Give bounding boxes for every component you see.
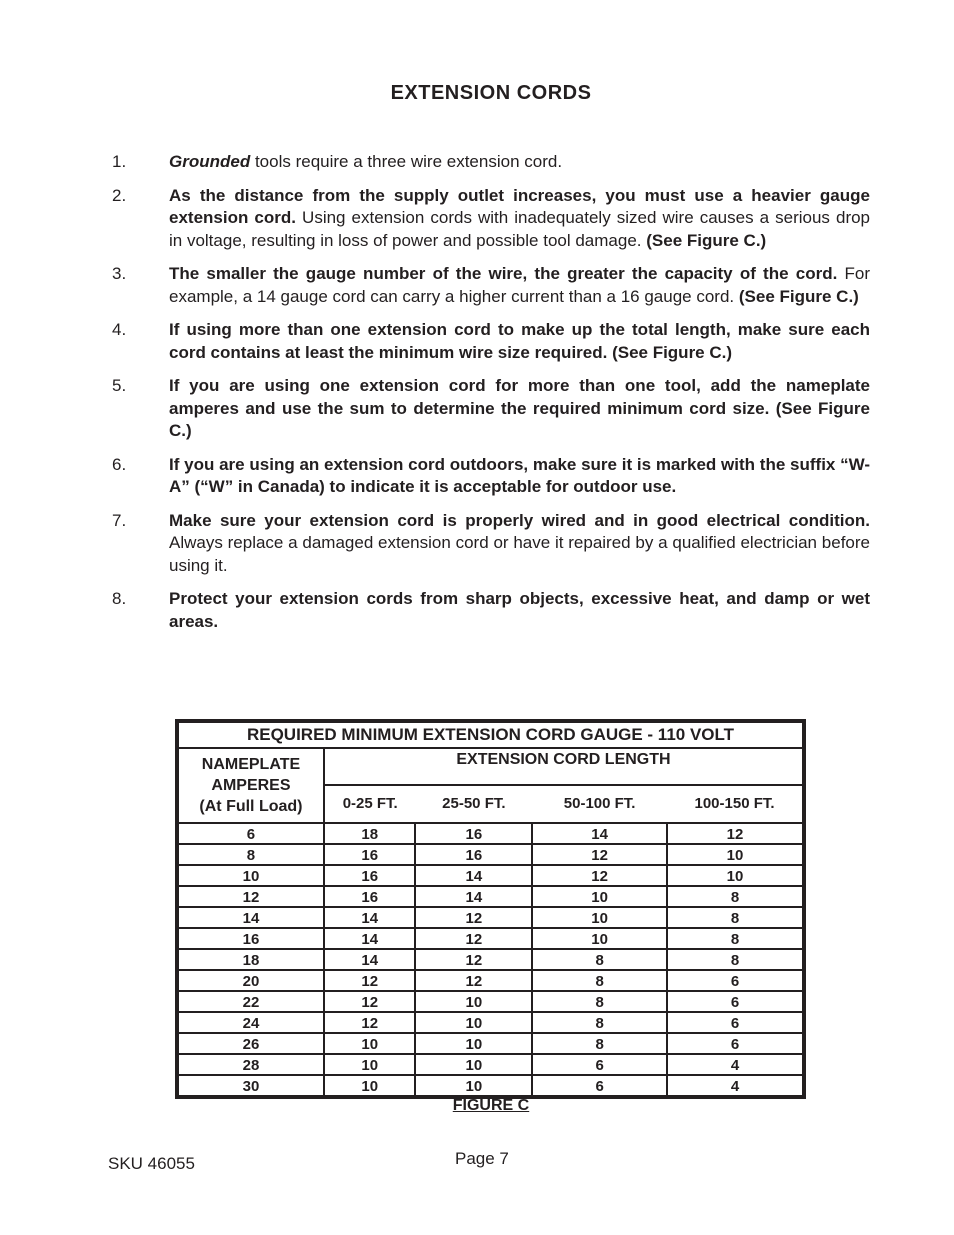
gauge-cell: 8 xyxy=(667,886,804,907)
amperes-cell: 22 xyxy=(177,991,324,1012)
gauge-cell: 14 xyxy=(532,823,667,844)
list-item xyxy=(112,375,870,443)
list-item-number: 2. xyxy=(112,185,127,205)
gauge-cell: 10 xyxy=(532,907,667,928)
table-row xyxy=(177,886,804,907)
gauge-cell: 12 xyxy=(415,949,532,970)
gauge-cell: 10 xyxy=(324,1054,416,1075)
list-item xyxy=(112,510,870,578)
sku-label: SKU 46055 xyxy=(108,1154,195,1173)
list-item-text-segment: (See Figure C.) xyxy=(646,230,767,250)
gauge-cell: 10 xyxy=(415,1054,532,1075)
gauge-cell: 14 xyxy=(415,865,532,886)
list-item-text xyxy=(169,454,870,499)
gauge-cell: 16 xyxy=(415,823,532,844)
page-title: EXTENSION CORDS xyxy=(390,82,592,104)
amperes-cell: 12 xyxy=(177,886,324,907)
gauge-cell: 10 xyxy=(415,1075,532,1097)
gauge-cell: 16 xyxy=(324,844,416,865)
list-item-number: 5. xyxy=(112,376,127,395)
gauge-cell: 8 xyxy=(532,949,667,970)
list-item-text xyxy=(169,375,870,443)
column-header: 50-100 FT. xyxy=(532,785,667,823)
gauge-cell: 6 xyxy=(532,1054,667,1075)
list-item xyxy=(112,151,870,174)
amperes-cell: 8 xyxy=(177,844,324,865)
list-item xyxy=(112,454,870,499)
amp-header-line: AMPERES xyxy=(211,777,291,794)
gauge-cell: 12 xyxy=(415,907,532,928)
table-body xyxy=(177,823,804,1097)
table-row xyxy=(177,928,804,949)
amperes-cell: 18 xyxy=(177,949,324,970)
amp-header-line: (At Full Load) xyxy=(199,798,303,815)
list-item-text-segment: If you are using an extension cord outdoors, make sure it is marked with the suffix “W-A” (“W” in Canada) to indicate it is acceptable for outdoor use. xyxy=(169,454,870,496)
extension-cord-length-header: EXTENSION CORD LENGTH xyxy=(324,748,804,785)
amperes-cell: 10 xyxy=(177,865,324,886)
amperes-cell: 28 xyxy=(177,1054,324,1075)
gauge-cell: 8 xyxy=(532,991,667,1012)
list-item xyxy=(112,588,870,633)
amp-header-line: NAMEPLATE xyxy=(201,756,301,773)
table-row xyxy=(177,1054,804,1075)
list-item-text-segment: Grounded xyxy=(169,152,251,171)
list-item xyxy=(112,263,870,308)
instruction-list xyxy=(112,151,870,644)
figure-label: FIGURE C xyxy=(452,1097,530,1114)
gauge-cell: 8 xyxy=(667,928,804,949)
gauge-cell: 10 xyxy=(532,886,667,907)
gauge-cell: 10 xyxy=(324,1033,416,1054)
list-item-text-segment: Always replace a damaged extension cord or have it repaired by a qualified electrician before using it. xyxy=(169,533,870,575)
amperes-cell: 26 xyxy=(177,1033,324,1054)
gauge-cell: 14 xyxy=(324,928,416,949)
list-item-text xyxy=(169,588,870,633)
column-header: 100-150 FT. xyxy=(667,785,804,823)
list-item-text-segment: Make sure your extension cord is properly wired and in good electrical condition. xyxy=(169,510,870,530)
column-header: 25-50 FT. xyxy=(415,785,532,823)
gauge-cell: 12 xyxy=(667,823,804,844)
amperes-cell: 20 xyxy=(177,970,324,991)
page-number: Page 7 xyxy=(455,1149,509,1168)
gauge-cell: 12 xyxy=(532,844,667,865)
amperes-cell: 14 xyxy=(177,907,324,928)
gauge-cell: 6 xyxy=(667,1012,804,1033)
gauge-cell: 6 xyxy=(667,991,804,1012)
gauge-cell: 12 xyxy=(324,991,416,1012)
gauge-cell: 4 xyxy=(667,1075,804,1097)
gauge-cell: 6 xyxy=(667,970,804,991)
gauge-cell: 12 xyxy=(324,1012,416,1033)
gauge-cell: 12 xyxy=(415,970,532,991)
gauge-cell: 10 xyxy=(415,1012,532,1033)
table-row xyxy=(177,907,804,928)
list-item-text-segment: (See Figure C.) xyxy=(738,286,859,306)
list-item-text-segment: The smaller the gauge number of the wire, the greater the capacity of the cord. xyxy=(169,264,838,283)
gauge-cell: 8 xyxy=(532,970,667,991)
list-item-text xyxy=(169,151,870,174)
gauge-cell: 12 xyxy=(324,970,416,991)
list-item-text xyxy=(169,263,870,308)
list-item-number: 8. xyxy=(112,589,127,608)
table-row xyxy=(177,1075,804,1097)
gauge-cell: 10 xyxy=(324,1075,416,1097)
cord-gauge-table xyxy=(175,719,806,1099)
list-item-text-segment: Protect your extension cords from sharp objects, excessive heat, and damp or wet areas. xyxy=(169,589,870,631)
gauge-cell: 12 xyxy=(532,865,667,886)
table-row xyxy=(177,844,804,865)
gauge-cell: 14 xyxy=(415,886,532,907)
gauge-cell: 10 xyxy=(667,844,804,865)
nameplate-amperes-header xyxy=(177,748,324,823)
list-item-number: 6. xyxy=(112,454,127,474)
gauge-cell: 10 xyxy=(415,991,532,1012)
list-item-text-segment: Using extension cords with inadequately sized wire causes a serious drop in voltage, resulting in loss of power and possible tool damage. xyxy=(169,208,871,250)
table-row xyxy=(177,865,804,886)
column-header: 0-25 FT. xyxy=(324,785,416,823)
cord-gauge-table-wrapper xyxy=(175,719,806,1095)
table-row xyxy=(177,970,804,991)
list-item-text-segment: If you are using one extension cord for more than one tool, add the nameplate amperes and use the sum to determine the required minimum cord size. (See Figure C.) xyxy=(169,376,870,440)
amperes-cell: 24 xyxy=(177,1012,324,1033)
list-item-text xyxy=(169,319,870,364)
list-item-text-segment: If using more than one extension cord to make up the total length, make sure each cord contains at least the minimum wire size required. (See Figure C.) xyxy=(169,320,870,362)
list-item-text xyxy=(169,510,870,578)
gauge-cell: 12 xyxy=(415,928,532,949)
gauge-cell: 8 xyxy=(667,949,804,970)
gauge-cell: 4 xyxy=(667,1054,804,1075)
gauge-cell: 10 xyxy=(415,1033,532,1054)
table-row xyxy=(177,823,804,844)
gauge-cell: 8 xyxy=(532,1012,667,1033)
gauge-cell: 14 xyxy=(324,907,416,928)
list-item-text xyxy=(169,185,870,253)
list-item-number: 7. xyxy=(112,510,127,530)
table-row xyxy=(177,1012,804,1033)
amperes-cell: 16 xyxy=(177,928,324,949)
amperes-cell: 6 xyxy=(177,823,324,844)
table-row xyxy=(177,949,804,970)
gauge-cell: 16 xyxy=(324,865,416,886)
list-item xyxy=(112,319,870,364)
list-item-text-segment: tools require a three wire extension cord. xyxy=(250,152,563,171)
gauge-cell: 16 xyxy=(324,886,416,907)
amperes-cell: 30 xyxy=(177,1075,324,1097)
gauge-cell: 8 xyxy=(532,1033,667,1054)
list-item-text-segment: For example, a 14 gauge cord can carry a higher current than a 16 gauge cord. xyxy=(169,264,870,306)
list-item xyxy=(112,185,870,253)
gauge-cell: 14 xyxy=(324,949,416,970)
gauge-cell: 6 xyxy=(667,1033,804,1054)
list-item-number: 4. xyxy=(112,320,127,339)
list-item-text-segment: As the distance from the supply outlet increases, you must use a heavier gauge extension cord. xyxy=(169,185,870,227)
gauge-cell: 10 xyxy=(532,928,667,949)
table-row xyxy=(177,991,804,1012)
gauge-cell: 10 xyxy=(667,865,804,886)
table-title: REQUIRED MINIMUM EXTENSION CORD GAUGE - 110 VOLT xyxy=(177,721,804,748)
gauge-cell: 6 xyxy=(532,1075,667,1097)
table-row xyxy=(177,1033,804,1054)
gauge-cell: 8 xyxy=(667,907,804,928)
list-item-number: 1. xyxy=(112,152,127,171)
list-item-number: 3. xyxy=(112,264,127,283)
gauge-cell: 16 xyxy=(415,844,532,865)
gauge-cell: 18 xyxy=(324,823,416,844)
